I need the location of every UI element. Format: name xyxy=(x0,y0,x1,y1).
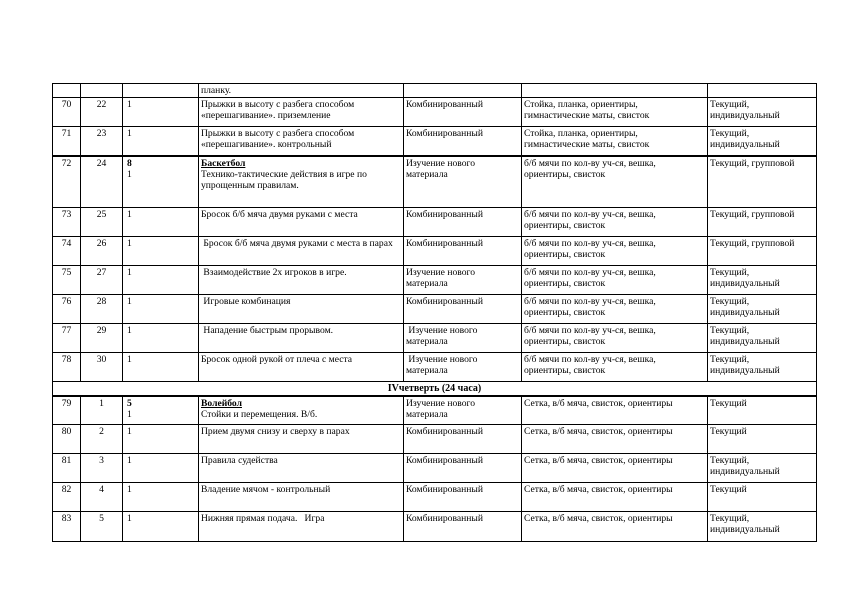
lesson-content: Взаимодействие 2х игроков в игре. xyxy=(201,267,347,278)
table-row xyxy=(53,396,817,425)
hours-cell xyxy=(123,156,199,208)
hours-value: 1 xyxy=(127,513,132,524)
control-type: Текущий xyxy=(708,396,817,425)
lesson-content-cell xyxy=(199,483,404,512)
hours-value: 1 xyxy=(127,455,132,466)
table-row xyxy=(53,295,817,324)
lesson-content-cell xyxy=(199,353,404,382)
lesson-number: 24 xyxy=(81,156,123,208)
table-row xyxy=(53,208,817,237)
hours-cell xyxy=(123,295,199,324)
control-type: Текущий, индивидуальный xyxy=(708,324,817,353)
section-topic: Волейбол xyxy=(201,397,242,409)
quarter-heading: IVчетверть (24 часа) xyxy=(53,382,817,396)
hours-value: 1 xyxy=(127,426,132,437)
hours-value: 1 xyxy=(127,99,132,110)
hours-value: 1 xyxy=(127,325,132,336)
lesson-content: Бросок одной рукой от плеча с места xyxy=(201,354,353,365)
table-row xyxy=(53,483,817,512)
table-row xyxy=(53,156,817,208)
hours-value: 8 xyxy=(127,157,132,169)
lesson-content: Игровые комбинация xyxy=(201,296,291,307)
equipment: Сетка, в/б мяча, свисток, ориентиры xyxy=(522,425,708,454)
lesson-content-cell xyxy=(199,295,404,324)
lesson-number: 4 xyxy=(81,483,123,512)
control-type: Текущий xyxy=(708,483,817,512)
equipment: б/б мячи по кол-ву уч-ся, вешка, ориентиры, свисток xyxy=(522,237,708,266)
row-number: 77 xyxy=(53,324,81,353)
lesson-number: 28 xyxy=(81,295,123,324)
equipment: Стойка, планка, ориентиры, гимнастические маты, свисток xyxy=(522,127,708,156)
table-row xyxy=(53,127,817,156)
row-number: 80 xyxy=(53,425,81,454)
equipment: Сетка, в/б мяча, свисток, ориентиры xyxy=(522,454,708,483)
row-number: 79 xyxy=(53,396,81,425)
hours-cell xyxy=(123,512,199,542)
lesson-content-cell xyxy=(199,324,404,353)
lesson-type: Комбинированный xyxy=(404,98,522,127)
control-type: Текущий, индивидуальный xyxy=(708,266,817,295)
quarter-heading-row xyxy=(53,382,817,396)
equipment: б/б мячи по кол-ву уч-ся, вешка, ориентиры, свисток xyxy=(522,208,708,237)
lesson-type: Комбинированный xyxy=(404,127,522,156)
hours-value: 1 xyxy=(127,238,132,249)
lesson-type: Изучение нового материала xyxy=(404,324,522,353)
hours-value: 1 xyxy=(127,128,132,139)
lesson-content-cell xyxy=(199,454,404,483)
control-type: Текущий, групповой xyxy=(708,208,817,237)
hours-cell xyxy=(123,396,199,425)
lesson-content: Правила судейства xyxy=(201,455,278,466)
lesson-content: Стойки и перемещения. В/б. xyxy=(201,408,318,420)
row-number: 75 xyxy=(53,266,81,295)
lesson-type: Комбинированный xyxy=(404,483,522,512)
lesson-content-cell xyxy=(199,425,404,454)
lesson-content-cell xyxy=(199,156,404,208)
equipment: Сетка, в/б мяча, свисток, ориентиры xyxy=(522,396,708,425)
lesson-content-cell xyxy=(199,237,404,266)
row-number: 72 xyxy=(53,156,81,208)
lesson-content: Технико-тактические действия в игре по упрощенным правилам. xyxy=(201,168,370,191)
control-type: Текущий xyxy=(708,425,817,454)
lesson-type: Изучение нового материала xyxy=(404,353,522,382)
table-row xyxy=(53,324,817,353)
hours-cell xyxy=(123,454,199,483)
lesson-number: 22 xyxy=(81,98,123,127)
continuation-row xyxy=(53,84,817,98)
hours-value: 5 xyxy=(127,397,132,409)
control-type: Текущий, групповой xyxy=(708,156,817,208)
hours-cell xyxy=(123,266,199,295)
continuation-text: планку. xyxy=(199,84,404,98)
hours-value: 1 xyxy=(127,296,132,307)
control-type: Текущий, индивидуальный xyxy=(708,454,817,483)
lesson-content: Прыжки в высоту с разбега способом «перешагивание». контрольный xyxy=(201,128,357,150)
equipment: б/б мячи по кол-ву уч-ся, вешка, ориентиры, свисток xyxy=(522,156,708,208)
equipment: Сетка, в/б мяча, свисток, ориентиры xyxy=(522,483,708,512)
hours-cell xyxy=(123,98,199,127)
hours-value: 1 xyxy=(127,267,132,278)
lesson-type: Комбинированный xyxy=(404,425,522,454)
lesson-number: 27 xyxy=(81,266,123,295)
equipment: Стойка, планка, ориентиры, гимнастические маты, свисток xyxy=(522,98,708,127)
lesson-number: 5 xyxy=(81,512,123,542)
hours-lesson-value: 1 xyxy=(127,168,132,180)
lesson-number: 30 xyxy=(81,353,123,382)
hours-value: 1 xyxy=(127,354,132,365)
lesson-content-cell xyxy=(199,512,404,542)
lesson-content-cell xyxy=(199,127,404,156)
lesson-number: 29 xyxy=(81,324,123,353)
control-type: Текущий, индивидуальный xyxy=(708,98,817,127)
row-number: 78 xyxy=(53,353,81,382)
hours-cell xyxy=(123,237,199,266)
lesson-number: 2 xyxy=(81,425,123,454)
lesson-number: 26 xyxy=(81,237,123,266)
lesson-type: Изучение нового материала xyxy=(404,156,522,208)
lesson-type: Изучение нового материала xyxy=(404,266,522,295)
lesson-type: Комбинированный xyxy=(404,454,522,483)
hours-cell xyxy=(123,127,199,156)
control-type: Текущий, индивидуальный xyxy=(708,295,817,324)
equipment: б/б мячи по кол-ву уч-ся, вешка, ориентиры, свисток xyxy=(522,266,708,295)
hours-cell xyxy=(123,324,199,353)
lesson-type: Комбинированный xyxy=(404,237,522,266)
control-type: Текущий, групповой xyxy=(708,237,817,266)
row-number: 76 xyxy=(53,295,81,324)
lesson-type: Комбинированный xyxy=(404,208,522,237)
equipment: б/б мячи по кол-ву уч-ся, вешка, ориентиры, свисток xyxy=(522,353,708,382)
table-row xyxy=(53,237,817,266)
hours-cell xyxy=(123,353,199,382)
hours-cell xyxy=(123,208,199,237)
hours-value: 1 xyxy=(127,484,132,495)
lesson-type: Изучение нового материала xyxy=(404,396,522,425)
lesson-content: Нападение быстрым прорывом. xyxy=(201,325,334,336)
table-row xyxy=(53,512,817,542)
lesson-content: Бросок б/б мяча двумя руками с места в парах xyxy=(201,238,393,249)
row-number: 83 xyxy=(53,512,81,542)
hours-value: 1 xyxy=(127,209,132,220)
control-type: Текущий, индивидуальный xyxy=(708,512,817,542)
lesson-number: 1 xyxy=(81,396,123,425)
equipment: Сетка, в/б мяча, свисток, ориентиры xyxy=(522,512,708,542)
table-row xyxy=(53,425,817,454)
lesson-content: Бросок б/б мяча двумя руками с места xyxy=(201,209,358,220)
row-number: 74 xyxy=(53,237,81,266)
lesson-content: Нижняя прямая подача. Игра xyxy=(201,513,325,524)
row-number: 73 xyxy=(53,208,81,237)
lesson-content-cell xyxy=(199,396,404,425)
lesson-content-cell xyxy=(199,98,404,127)
lesson-type: Комбинированный xyxy=(404,512,522,542)
lesson-plan-sheet xyxy=(52,83,816,542)
control-type: Текущий, индивидуальный xyxy=(708,353,817,382)
lesson-type: Комбинированный xyxy=(404,295,522,324)
lesson-content: Прыжки в высоту с разбега способом «перешагивание». приземление xyxy=(201,99,357,121)
table-row xyxy=(53,454,817,483)
table-row xyxy=(53,353,817,382)
lesson-content: Владение мячом - контрольный xyxy=(201,484,331,495)
row-number: 81 xyxy=(53,454,81,483)
section-topic: Баскетбол xyxy=(201,157,246,169)
lesson-plan-table xyxy=(52,83,817,542)
hours-cell xyxy=(123,483,199,512)
row-number: 82 xyxy=(53,483,81,512)
table-row xyxy=(53,98,817,127)
row-number: 70 xyxy=(53,98,81,127)
hours-cell xyxy=(123,425,199,454)
lesson-number: 23 xyxy=(81,127,123,156)
equipment: б/б мячи по кол-ву уч-ся, вешка, ориентиры, свисток xyxy=(522,295,708,324)
table-row xyxy=(53,266,817,295)
lesson-number: 3 xyxy=(81,454,123,483)
hours-lesson-value: 1 xyxy=(127,408,132,420)
equipment: б/б мячи по кол-ву уч-ся, вешка, ориентиры, свисток xyxy=(522,324,708,353)
lesson-content-cell xyxy=(199,208,404,237)
lesson-number: 25 xyxy=(81,208,123,237)
lesson-content-cell xyxy=(199,266,404,295)
control-type: Текущий, индивидуальный xyxy=(708,127,817,156)
row-number: 71 xyxy=(53,127,81,156)
lesson-content: Прием двумя снизу и сверху в парах xyxy=(201,426,350,437)
